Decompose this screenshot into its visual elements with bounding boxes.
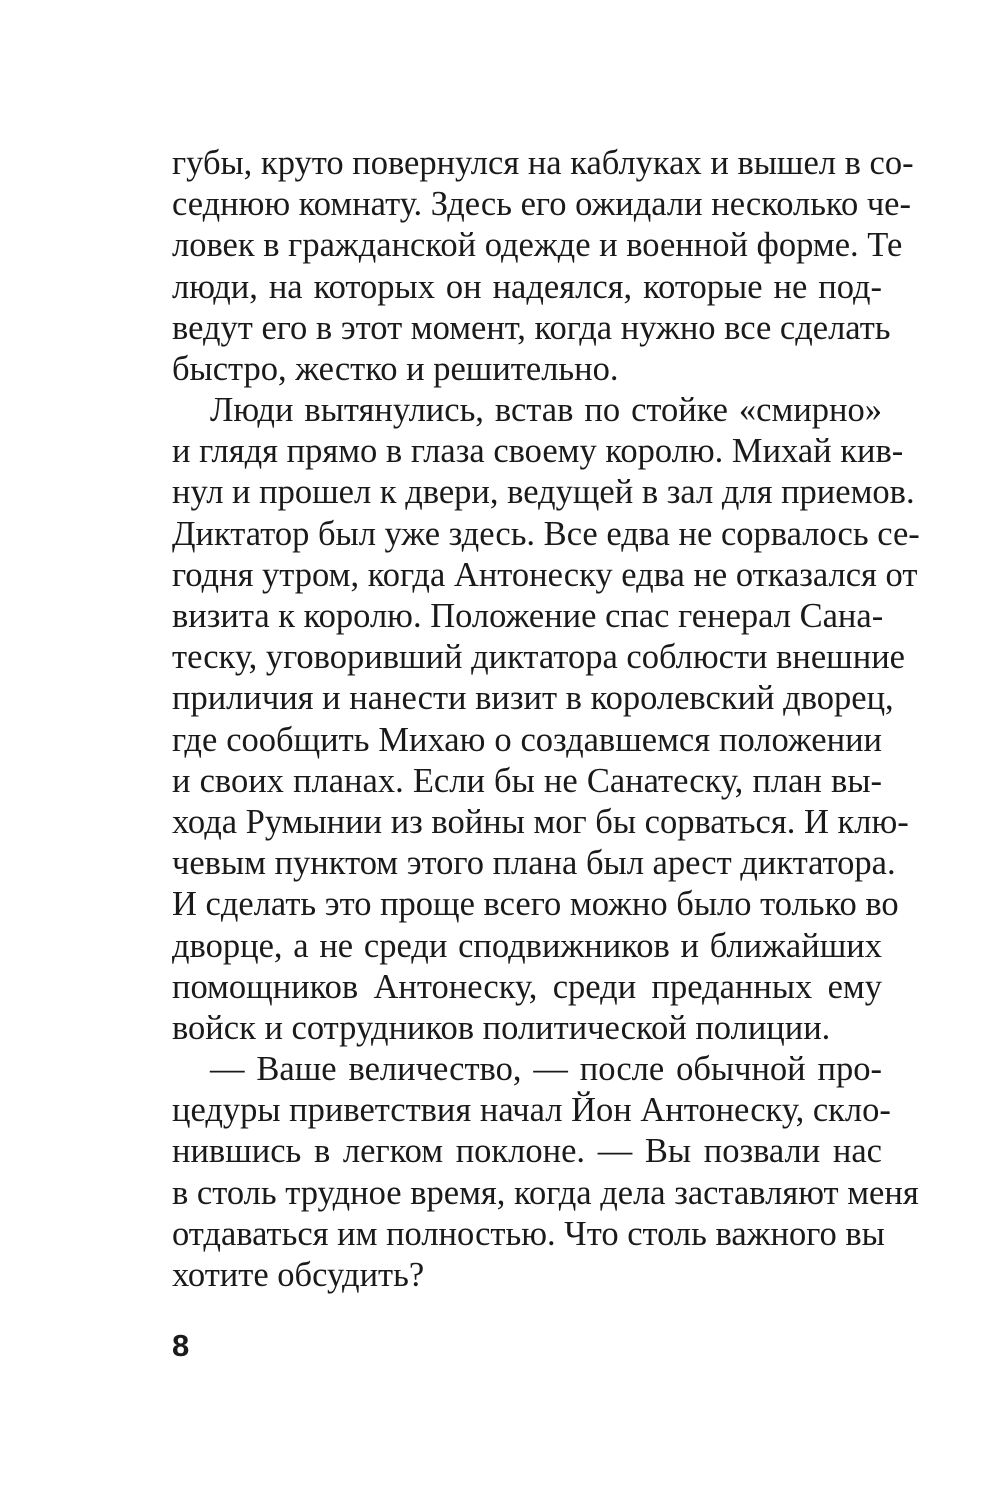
text-line: отдаваться им полностью. Что столь важного вы [172,1215,885,1253]
text-line: хотите обсудить? [172,1256,425,1294]
text-line: Люди вытянулись, встав по стойке «смирно» [210,391,882,429]
text-line: дворце, а не среди сподвижников и ближайших [172,927,882,965]
text-line: Диктатор был уже здесь. Все едва не сорвалось се- [172,515,920,553]
text-line: нул и прошел к двери, ведущей в зал для приемов. [172,473,915,511]
text-line: и своих планах. Если бы не Санатеску, план вы- [172,762,882,800]
text-line: люди, на которых он надеялся, которые не под- [172,268,882,306]
text-line: быстро, жестко и решительно. [172,350,619,388]
text-line: и глядя прямо в глаза своему королю. Михай кив- [172,432,904,470]
text-line: визита к королю. Положение спас генерал Сана- [172,597,884,635]
text-line: И сделать это проще всего можно было только во [172,885,899,923]
page-number: 8 [172,1328,190,1363]
text-line: хода Румынии из войны мог бы сорваться. И клю- [172,803,909,841]
text-line: чевым пунктом этого плана был арест диктатора. [172,844,896,882]
text-line: годня утром, когда Антонеску едва не отказался от [172,556,918,594]
text-line: — Ваше величество, — после обычной про- [210,1050,882,1088]
text-line: приличия и нанести визит в королевский дворец, [172,679,894,717]
text-line: войск и сотрудников политической полиции. [172,1009,831,1047]
text-line: теску, уговоривший диктатора соблюсти внешние [172,638,905,676]
text-line: где сообщить Михаю о создавшемся положении [172,721,882,759]
text-line: в столь трудное время, когда дела заставляют меня [172,1174,919,1212]
text-line: помощников Антонеску, среди преданных ему [172,968,882,1006]
text-line: ведут его в этот момент, когда нужно все сделать [172,309,891,347]
text-line: ловек в гражданской одежде и военной форме. Те [172,226,903,264]
text-line: губы, круто повернулся на каблуках и вышел в со- [172,144,914,182]
text-line: седнюю комнату. Здесь его ожидали несколько че- [172,185,911,223]
text-line: нившись в легком поклоне. — Вы позвали нас [172,1132,882,1170]
text-line: цедуры приветствия начал Йон Антонеску, скло- [172,1091,891,1129]
